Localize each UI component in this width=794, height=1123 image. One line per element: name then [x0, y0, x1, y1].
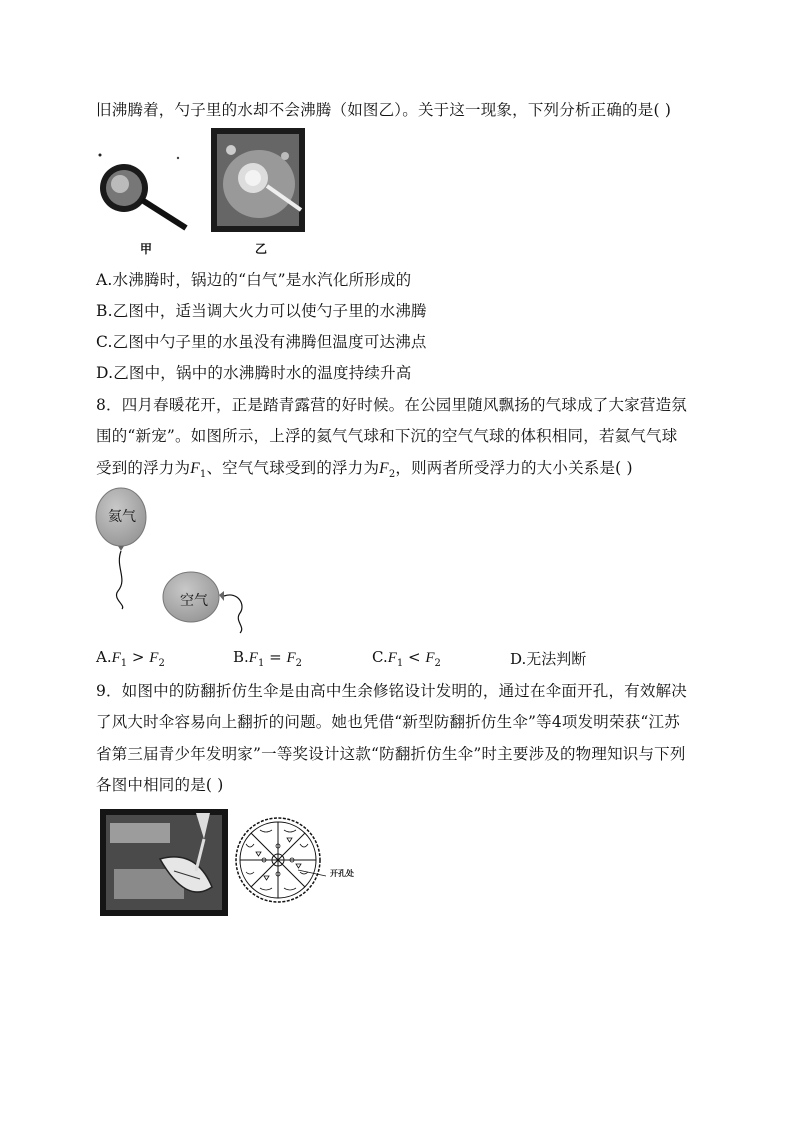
q7-option-d: D.乙图中，锅中的水沸腾时水的温度持续升高	[96, 364, 412, 382]
balloon-air-label: 空气	[180, 593, 208, 609]
sub-2: 2	[158, 658, 165, 669]
q8-stem-line2: 围的“新宠”。如图所示，上浮的氦气气球和下沉的空气气球的体积相同，若氦气气球	[96, 427, 678, 445]
umbrella-photo	[100, 809, 228, 916]
q7-stem-text: 旧沸腾着，勺子里的水却不会沸腾（如图乙）。关于这一现象，下列分析正确的是( )	[96, 101, 672, 119]
q8-option-a-prefix: A.	[96, 648, 112, 666]
var-f: F	[286, 650, 296, 666]
sub-1: 1	[199, 469, 207, 481]
q8-option-a	[96, 648, 165, 669]
sub-1: 1	[396, 658, 404, 669]
sub-1: 1	[257, 658, 265, 669]
var-f: F	[149, 650, 159, 666]
q8-option-c	[372, 648, 441, 669]
sub-2: 2	[295, 658, 302, 669]
q8-stem-line3-a: 受到的浮力为	[96, 459, 191, 477]
q7-option-c: C.乙图中勺子里的水虽没有沸腾但温度可达沸点	[96, 333, 427, 351]
q8-stem-line3	[96, 456, 633, 480]
figure-label-jia: 甲	[140, 242, 153, 256]
op-gt: >	[127, 648, 150, 666]
sub-2: 2	[434, 658, 441, 669]
q7-option-a: A.水沸腾时，锅边的“白气”是水汽化所形成的	[96, 271, 412, 289]
balloon-helium-label: 氦气	[108, 509, 136, 525]
op-eq: =	[264, 648, 287, 666]
q8-option-b-prefix: B.	[233, 648, 249, 666]
q8-option-c-prefix: C.	[372, 648, 388, 666]
q8-stem-line1: 8．四月春暖花开，正是踏青露营的好时候。在公园里随风飘扬的气球成了大家营造氛	[96, 396, 687, 414]
umbrella-diagram	[234, 814, 326, 906]
op-lt: <	[403, 648, 426, 666]
q9-stem-line2: 了风大时伞容易向上翻折的问题。她也凭借“新型防翻折仿生伞”等4项发明荣获“江苏	[96, 713, 680, 731]
figure-label-yi: 乙	[255, 242, 268, 256]
var-f: F	[111, 650, 121, 666]
q9-stem-line1: 9．如图中的防翻折仿生伞是由高中生余修铭设计发明的，通过在伞面开孔，有效解决	[96, 682, 687, 700]
q8-option-d: D.无法判断	[510, 650, 587, 668]
q8-stem-line3-c: ，则两者所受浮力的大小关系是( )	[395, 459, 633, 477]
q9-stem-line3: 省第三届青少年发明家”一等奖设计这款“防翻折仿生伞”时主要涉及的物理知识与下列	[96, 745, 686, 763]
var-f: F	[379, 460, 389, 477]
var-f: F	[425, 650, 435, 666]
var-f: F	[190, 460, 200, 477]
figure-spoon-jia	[96, 150, 188, 232]
q8-stem-line3-b: 、空气气球受到的浮力为	[206, 459, 380, 477]
q9-stem-line4: 各图中相同的是( )	[96, 776, 224, 794]
q7-option-b: B.乙图中，适当调大火力可以使勺子里的水沸腾	[96, 302, 427, 320]
figure-spoon-yi	[211, 128, 305, 232]
var-f: F	[248, 650, 258, 666]
sub-2: 2	[388, 469, 396, 481]
q8-option-b	[233, 648, 302, 669]
diagram-label-hole: 开孔处	[330, 869, 354, 878]
var-f: F	[387, 650, 397, 666]
sub-1: 1	[120, 658, 128, 669]
